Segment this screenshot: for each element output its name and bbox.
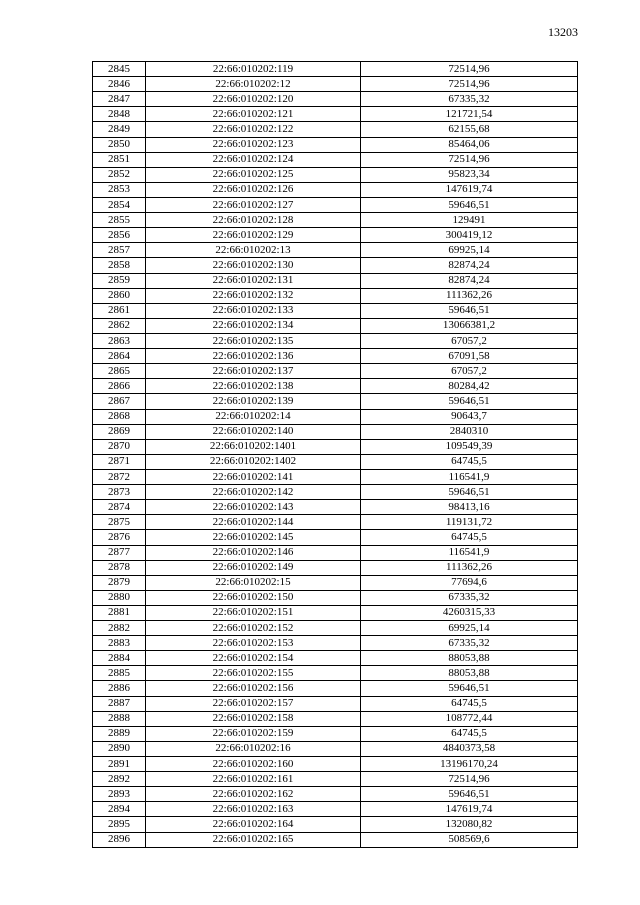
row-number-cell: 2876 xyxy=(93,530,146,545)
cadastral-number-cell: 22:66:010202:143 xyxy=(146,500,361,515)
cadastral-number-cell: 22:66:010202:151 xyxy=(146,605,361,620)
row-number-cell: 2882 xyxy=(93,621,146,636)
row-number-cell: 2850 xyxy=(93,137,146,152)
cadastral-number-cell: 22:66:010202:13 xyxy=(146,243,361,258)
value-cell: 64745,5 xyxy=(361,696,578,711)
value-cell: 116541,9 xyxy=(361,469,578,484)
value-cell: 95823,34 xyxy=(361,167,578,182)
row-number-cell: 2851 xyxy=(93,152,146,167)
value-cell: 69925,14 xyxy=(361,243,578,258)
table-row xyxy=(93,454,578,469)
table-row xyxy=(93,500,578,515)
value-cell: 129491 xyxy=(361,213,578,228)
row-number-cell: 2871 xyxy=(93,454,146,469)
cadastral-number-cell: 22:66:010202:157 xyxy=(146,696,361,711)
row-number-cell: 2845 xyxy=(93,62,146,77)
page-number: 13203 xyxy=(548,25,578,39)
row-number-cell: 2875 xyxy=(93,515,146,530)
value-cell: 147619,74 xyxy=(361,802,578,817)
value-cell: 116541,9 xyxy=(361,545,578,560)
value-cell: 119131,72 xyxy=(361,515,578,530)
cadastral-number-cell: 22:66:010202:12 xyxy=(146,77,361,92)
value-cell: 80284,42 xyxy=(361,379,578,394)
value-cell: 300419,12 xyxy=(361,228,578,243)
row-number-cell: 2856 xyxy=(93,228,146,243)
row-number-cell: 2892 xyxy=(93,772,146,787)
row-number-cell: 2884 xyxy=(93,651,146,666)
value-cell: 64745,5 xyxy=(361,454,578,469)
row-number-cell: 2855 xyxy=(93,213,146,228)
value-cell: 147619,74 xyxy=(361,182,578,197)
cadastral-number-cell: 22:66:010202:137 xyxy=(146,364,361,379)
cadastral-number-cell: 22:66:010202:134 xyxy=(146,318,361,333)
cadastral-number-cell: 22:66:010202:125 xyxy=(146,167,361,182)
row-number-cell: 2873 xyxy=(93,485,146,500)
value-cell: 67091,58 xyxy=(361,349,578,364)
value-cell: 59646,51 xyxy=(361,681,578,696)
cadastral-number-cell: 22:66:010202:158 xyxy=(146,711,361,726)
table-row xyxy=(93,364,578,379)
value-cell: 64745,5 xyxy=(361,726,578,741)
table-row xyxy=(93,303,578,318)
cadastral-number-cell: 22:66:010202:1401 xyxy=(146,439,361,454)
value-cell: 59646,51 xyxy=(361,394,578,409)
row-number-cell: 2893 xyxy=(93,787,146,802)
value-cell: 69925,14 xyxy=(361,621,578,636)
table-row xyxy=(93,258,578,273)
row-number-cell: 2857 xyxy=(93,243,146,258)
table-row xyxy=(93,530,578,545)
table-row xyxy=(93,137,578,152)
row-number-cell: 2846 xyxy=(93,77,146,92)
value-cell: 132080,82 xyxy=(361,817,578,832)
table-row xyxy=(93,651,578,666)
cadastral-number-cell: 22:66:010202:128 xyxy=(146,213,361,228)
cadastral-number-cell: 22:66:010202:15 xyxy=(146,575,361,590)
table-row xyxy=(93,318,578,333)
row-number-cell: 2862 xyxy=(93,318,146,333)
table-row xyxy=(93,817,578,832)
cadastral-number-cell: 22:66:010202:16 xyxy=(146,741,361,756)
cadastral-table xyxy=(92,61,578,848)
value-cell: 88053,88 xyxy=(361,666,578,681)
table-row xyxy=(93,288,578,303)
table-row xyxy=(93,515,578,530)
row-number-cell: 2874 xyxy=(93,500,146,515)
value-cell: 59646,51 xyxy=(361,197,578,212)
cadastral-number-cell: 22:66:010202:161 xyxy=(146,772,361,787)
table-row xyxy=(93,802,578,817)
table-row xyxy=(93,681,578,696)
table-row xyxy=(93,394,578,409)
table-row xyxy=(93,167,578,182)
cadastral-number-cell: 22:66:010202:146 xyxy=(146,545,361,560)
row-number-cell: 2881 xyxy=(93,605,146,620)
row-number-cell: 2853 xyxy=(93,182,146,197)
value-cell: 72514,96 xyxy=(361,152,578,167)
row-number-cell: 2890 xyxy=(93,741,146,756)
cadastral-number-cell: 22:66:010202:126 xyxy=(146,182,361,197)
table-row xyxy=(93,152,578,167)
row-number-cell: 2847 xyxy=(93,92,146,107)
row-number-cell: 2854 xyxy=(93,197,146,212)
cadastral-number-cell: 22:66:010202:127 xyxy=(146,197,361,212)
table-row xyxy=(93,107,578,122)
value-cell: 72514,96 xyxy=(361,77,578,92)
value-cell: 2840310 xyxy=(361,424,578,439)
table-row xyxy=(93,621,578,636)
value-cell: 13196170,24 xyxy=(361,757,578,772)
table-row xyxy=(93,575,578,590)
value-cell: 67057,2 xyxy=(361,333,578,348)
table-row xyxy=(93,228,578,243)
cadastral-number-cell: 22:66:010202:135 xyxy=(146,333,361,348)
cadastral-number-cell: 22:66:010202:149 xyxy=(146,560,361,575)
row-number-cell: 2849 xyxy=(93,122,146,137)
value-cell: 98413,16 xyxy=(361,500,578,515)
cadastral-number-cell: 22:66:010202:139 xyxy=(146,394,361,409)
table-row xyxy=(93,605,578,620)
value-cell: 62155,68 xyxy=(361,122,578,137)
cadastral-number-cell: 22:66:010202:154 xyxy=(146,651,361,666)
value-cell: 59646,51 xyxy=(361,485,578,500)
cadastral-number-cell: 22:66:010202:162 xyxy=(146,787,361,802)
table-body xyxy=(93,62,578,848)
cadastral-number-cell: 22:66:010202:159 xyxy=(146,726,361,741)
row-number-cell: 2860 xyxy=(93,288,146,303)
table-row xyxy=(93,485,578,500)
value-cell: 13066381,2 xyxy=(361,318,578,333)
cadastral-number-cell: 22:66:010202:120 xyxy=(146,92,361,107)
cadastral-number-cell: 22:66:010202:164 xyxy=(146,817,361,832)
table-row xyxy=(93,439,578,454)
table-row xyxy=(93,349,578,364)
row-number-cell: 2852 xyxy=(93,167,146,182)
value-cell: 82874,24 xyxy=(361,273,578,288)
value-cell: 88053,88 xyxy=(361,651,578,666)
cadastral-number-cell: 22:66:010202:145 xyxy=(146,530,361,545)
table-row xyxy=(93,711,578,726)
row-number-cell: 2861 xyxy=(93,303,146,318)
row-number-cell: 2894 xyxy=(93,802,146,817)
row-number-cell: 2869 xyxy=(93,424,146,439)
table-row xyxy=(93,666,578,681)
table-row xyxy=(93,92,578,107)
cadastral-number-cell: 22:66:010202:163 xyxy=(146,802,361,817)
row-number-cell: 2863 xyxy=(93,333,146,348)
value-cell: 67057,2 xyxy=(361,364,578,379)
table-row xyxy=(93,726,578,741)
row-number-cell: 2872 xyxy=(93,469,146,484)
row-number-cell: 2889 xyxy=(93,726,146,741)
row-number-cell: 2895 xyxy=(93,817,146,832)
table-row xyxy=(93,77,578,92)
row-number-cell: 2877 xyxy=(93,545,146,560)
row-number-cell: 2848 xyxy=(93,107,146,122)
table-row xyxy=(93,122,578,137)
value-cell: 85464,06 xyxy=(361,137,578,152)
cadastral-number-cell: 22:66:010202:122 xyxy=(146,122,361,137)
value-cell: 72514,96 xyxy=(361,772,578,787)
cadastral-number-cell: 22:66:010202:123 xyxy=(146,137,361,152)
row-number-cell: 2888 xyxy=(93,711,146,726)
row-number-cell: 2886 xyxy=(93,681,146,696)
table-row xyxy=(93,424,578,439)
table-row xyxy=(93,636,578,651)
table-row xyxy=(93,213,578,228)
cadastral-number-cell: 22:66:010202:155 xyxy=(146,666,361,681)
row-number-cell: 2864 xyxy=(93,349,146,364)
row-number-cell: 2883 xyxy=(93,636,146,651)
cadastral-number-cell: 22:66:010202:131 xyxy=(146,273,361,288)
row-number-cell: 2878 xyxy=(93,560,146,575)
row-number-cell: 2865 xyxy=(93,364,146,379)
table-row xyxy=(93,757,578,772)
row-number-cell: 2866 xyxy=(93,379,146,394)
value-cell: 77694,6 xyxy=(361,575,578,590)
table-row xyxy=(93,273,578,288)
value-cell: 90643,7 xyxy=(361,409,578,424)
cadastral-number-cell: 22:66:010202:130 xyxy=(146,258,361,273)
cadastral-number-cell: 22:66:010202:142 xyxy=(146,485,361,500)
value-cell: 111362,26 xyxy=(361,560,578,575)
cadastral-number-cell: 22:66:010202:1402 xyxy=(146,454,361,469)
cadastral-number-cell: 22:66:010202:136 xyxy=(146,349,361,364)
value-cell: 67335,32 xyxy=(361,92,578,107)
value-cell: 4840373,58 xyxy=(361,741,578,756)
cadastral-number-cell: 22:66:010202:165 xyxy=(146,832,361,847)
value-cell: 109549,39 xyxy=(361,439,578,454)
cadastral-number-cell: 22:66:010202:160 xyxy=(146,757,361,772)
table-row xyxy=(93,590,578,605)
table-row xyxy=(93,832,578,847)
value-cell: 67335,32 xyxy=(361,636,578,651)
cadastral-number-cell: 22:66:010202:153 xyxy=(146,636,361,651)
cadastral-number-cell: 22:66:010202:133 xyxy=(146,303,361,318)
table-row xyxy=(93,409,578,424)
row-number-cell: 2870 xyxy=(93,439,146,454)
table-row xyxy=(93,772,578,787)
table-row xyxy=(93,243,578,258)
row-number-cell: 2859 xyxy=(93,273,146,288)
table-row xyxy=(93,696,578,711)
table-row xyxy=(93,545,578,560)
cadastral-number-cell: 22:66:010202:119 xyxy=(146,62,361,77)
value-cell: 67335,32 xyxy=(361,590,578,605)
cadastral-number-cell: 22:66:010202:144 xyxy=(146,515,361,530)
cadastral-number-cell: 22:66:010202:138 xyxy=(146,379,361,394)
cadastral-number-cell: 22:66:010202:150 xyxy=(146,590,361,605)
value-cell: 121721,54 xyxy=(361,107,578,122)
value-cell: 64745,5 xyxy=(361,530,578,545)
row-number-cell: 2887 xyxy=(93,696,146,711)
value-cell: 111362,26 xyxy=(361,288,578,303)
value-cell: 108772,44 xyxy=(361,711,578,726)
table-row xyxy=(93,379,578,394)
row-number-cell: 2879 xyxy=(93,575,146,590)
row-number-cell: 2867 xyxy=(93,394,146,409)
row-number-cell: 2896 xyxy=(93,832,146,847)
row-number-cell: 2868 xyxy=(93,409,146,424)
value-cell: 59646,51 xyxy=(361,303,578,318)
table-row xyxy=(93,469,578,484)
cadastral-number-cell: 22:66:010202:14 xyxy=(146,409,361,424)
cadastral-number-cell: 22:66:010202:140 xyxy=(146,424,361,439)
value-cell: 59646,51 xyxy=(361,787,578,802)
row-number-cell: 2880 xyxy=(93,590,146,605)
table-row xyxy=(93,197,578,212)
cadastral-number-cell: 22:66:010202:129 xyxy=(146,228,361,243)
cadastral-number-cell: 22:66:010202:141 xyxy=(146,469,361,484)
table-row xyxy=(93,787,578,802)
table-row xyxy=(93,333,578,348)
row-number-cell: 2858 xyxy=(93,258,146,273)
value-cell: 508569,6 xyxy=(361,832,578,847)
cadastral-number-cell: 22:66:010202:124 xyxy=(146,152,361,167)
cadastral-number-cell: 22:66:010202:132 xyxy=(146,288,361,303)
value-cell: 4260315,33 xyxy=(361,605,578,620)
table-row xyxy=(93,741,578,756)
cadastral-number-cell: 22:66:010202:152 xyxy=(146,621,361,636)
row-number-cell: 2891 xyxy=(93,757,146,772)
cadastral-number-cell: 22:66:010202:121 xyxy=(146,107,361,122)
value-cell: 82874,24 xyxy=(361,258,578,273)
table-row xyxy=(93,560,578,575)
table-row xyxy=(93,182,578,197)
value-cell: 72514,96 xyxy=(361,62,578,77)
cadastral-number-cell: 22:66:010202:156 xyxy=(146,681,361,696)
row-number-cell: 2885 xyxy=(93,666,146,681)
table-row xyxy=(93,62,578,77)
